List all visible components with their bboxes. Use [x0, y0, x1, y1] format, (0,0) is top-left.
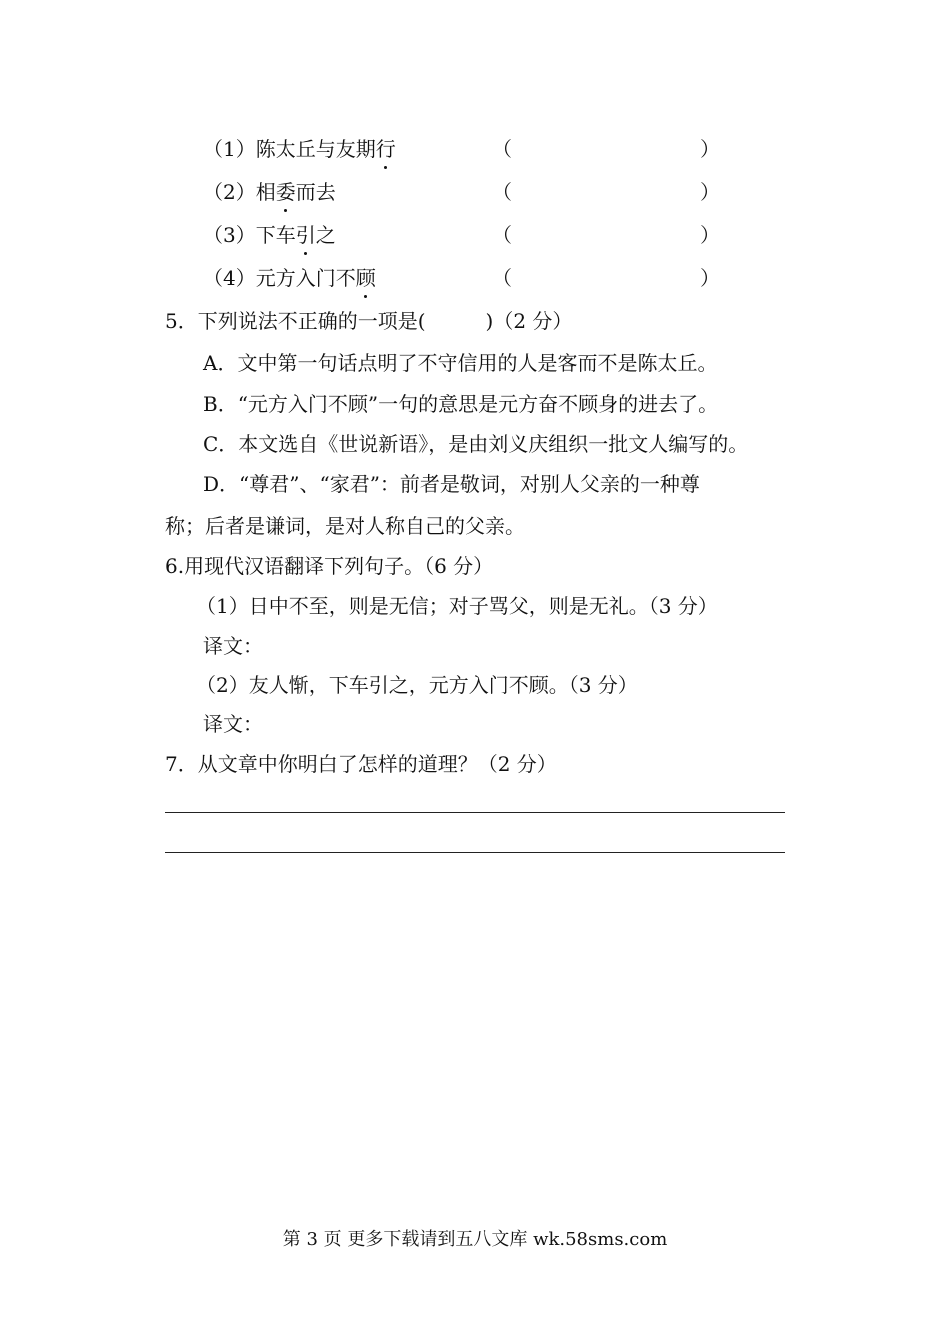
q4-item-3-pre: 下车: [255, 223, 296, 247]
q4-item-2-open-paren: （: [492, 180, 512, 204]
q4-item-1-open-paren: （: [492, 137, 512, 161]
q4-item-3-close-paren: ）: [700, 223, 720, 247]
q4-item-3-post: 之: [315, 223, 336, 247]
q4-item-2-close-paren: ）: [700, 180, 720, 204]
q4-item-4-close-paren: ）: [700, 266, 720, 290]
q5-option-d-line1: D．“尊君”、“家君”：前者是敬词，对别人父亲的一种尊: [203, 472, 700, 496]
q4-item-4-pre: 元方入门不: [255, 266, 356, 290]
q4-item-4-emphasis: 顾: [355, 266, 376, 290]
q4-item-2-num: （2）: [203, 180, 256, 204]
q6-item-2-translation-label: 译文：: [203, 712, 263, 736]
q4-item-4-num: （4）: [203, 266, 256, 290]
q4-item-3-open-paren: （: [492, 223, 512, 247]
q6-item-2: （2）友人惭，下车引之，元方入门不顾。（3 分）: [196, 673, 638, 697]
q4-item-4: [203, 264, 376, 292]
q4-item-1: [203, 135, 396, 163]
q4-item-2: [203, 178, 336, 206]
q5-stem: 5．下列说法不正确的一项是( )（2 分）: [165, 309, 573, 333]
q4-item-2-post: 而去: [295, 180, 336, 204]
q4-item-1-emphasis: 行: [375, 137, 396, 161]
q4-item-4-open-paren: （: [492, 266, 512, 290]
q4-item-2-emphasis: 委: [275, 180, 296, 204]
q4-item-1-pre: 陈太丘与友期: [255, 137, 376, 161]
q4-item-1-close-paren: ）: [700, 137, 720, 161]
q4-item-3-num: （3）: [203, 223, 256, 247]
q6-stem: 6.用现代汉语翻译下列句子。（6 分）: [165, 554, 494, 578]
q7-answer-line-2: [165, 852, 785, 853]
q7-stem: 7．从文章中你明白了怎样的道理？（2 分）: [165, 752, 557, 776]
q4-item-3-emphasis: 引: [295, 223, 316, 247]
page-footer: 第 3 页 更多下载请到五八文库 wk.58sms.com: [282, 1229, 668, 1250]
q4-item-2-pre: 相: [255, 180, 276, 204]
q6-item-1: （1）日中不至，则是无信；对子骂父，则是无礼。（3 分）: [196, 594, 718, 618]
q4-item-1-num: （1）: [203, 137, 256, 161]
q5-option-a: A．文中第一句话点明了不守信用的人是客而不是陈太丘。: [203, 351, 718, 375]
q4-item-3: [203, 221, 336, 249]
q5-option-c: C．本文选自《世说新语》，是由刘义庆组织一批文人编写的。: [203, 432, 749, 456]
q5-option-b: B．“元方入门不顾”一句的意思是元方奋不顾身的进去了。: [203, 392, 719, 416]
q7-answer-line-1: [165, 812, 785, 813]
q6-item-1-translation-label: 译文：: [203, 634, 263, 658]
q5-option-d-line2: 称；后者是谦词，是对人称自己的父亲。: [165, 514, 525, 538]
